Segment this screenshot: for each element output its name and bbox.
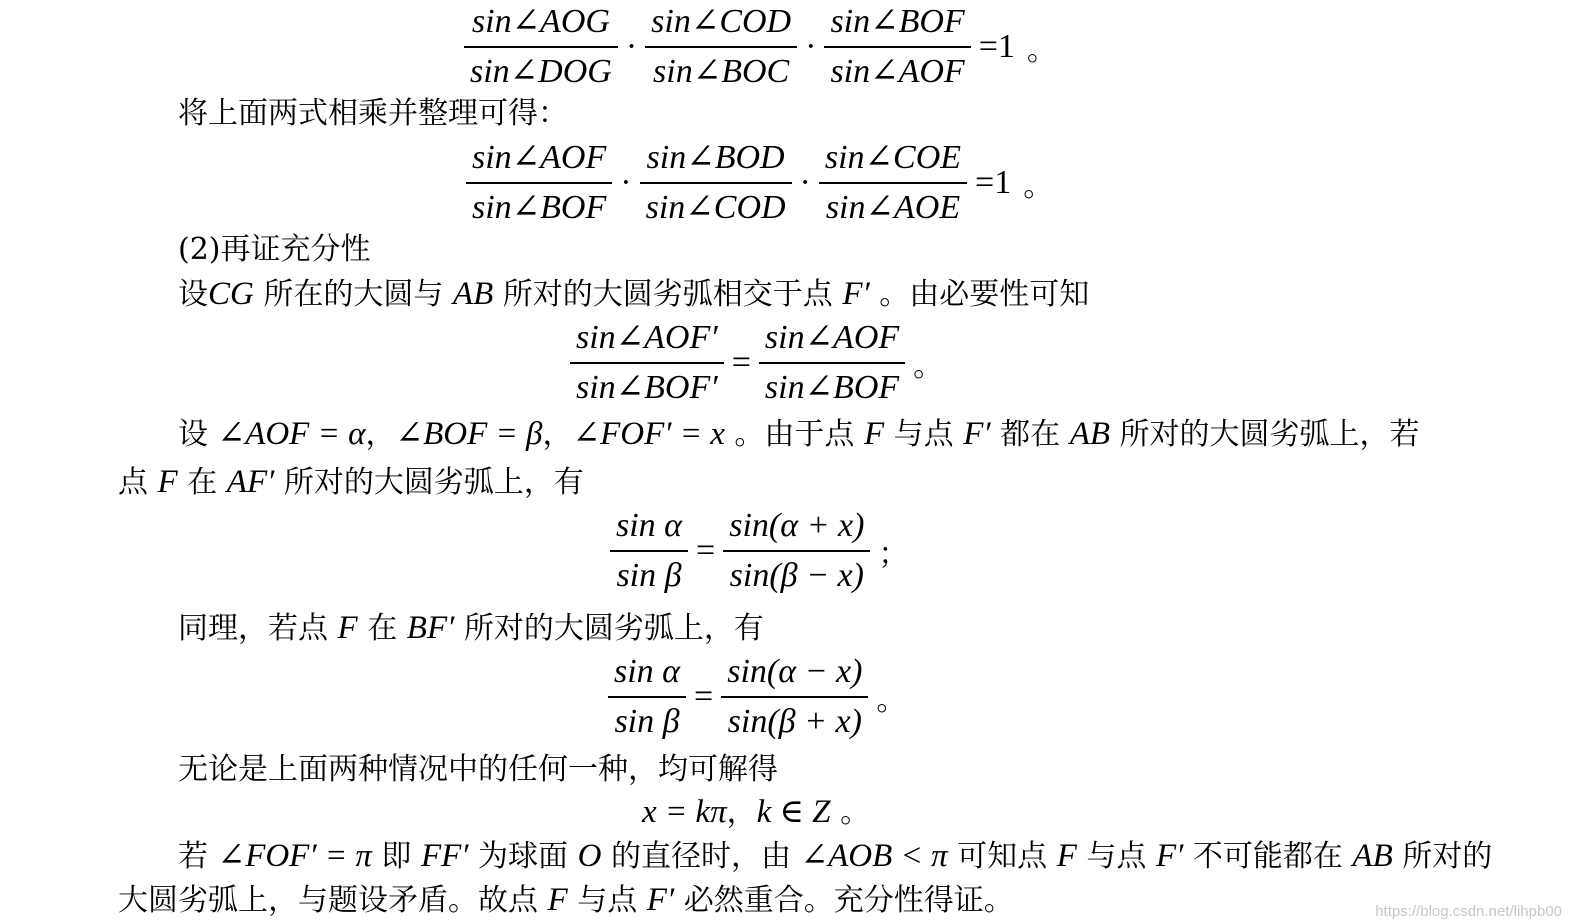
fraction: $\frac{\text{sin∠AOF}}{\text{sin∠BOF}}$ (759, 316, 905, 410)
equation-1: $\frac{\text{sin∠AOG}}{\text{sin∠DOG}}$ · $\frac{\text{sin∠COD}}{\text{sin∠BOC}}$ · $\frac{\text{sin∠BOF}}{\text{sin∠AOF}}$ =1 。 (462, 0, 1057, 94)
fraction: $\frac{\text{sin∠BOF}}{\text{sin∠AOF}}$ (824, 0, 970, 94)
text-line: 大圆劣弧上，与题设矛盾。故点 F 与点 F′ 必然重合。充分性得证。 (118, 882, 1014, 918)
text-line: 点 F 在 AF′ 所对的大圆劣弧上，有 (118, 464, 584, 500)
fraction-bar (610, 550, 688, 552)
fraction: $\frac{\text{sin∠AOG}}{\text{sin∠DOG}}$ (464, 0, 618, 94)
fraction: $\frac{\text{sin∠BOD}}{\text{sin∠COD}}$ (640, 136, 792, 230)
equation-6: x = kπ，k ∈ Z 。 (642, 794, 871, 830)
equation-3: $\frac{\text{sin∠AOF′}}{\text{sin∠BOF′}}$ = $\frac{\text{sin∠AOF}}{\text{sin∠BOF}}$ 。 (568, 316, 943, 410)
section-heading: (2)再证充分性 (178, 232, 371, 267)
fraction-bar (608, 696, 686, 698)
text-line: 若 ∠FOF′ = π 即 FF′ 为球面 O 的直径时，由 ∠AOB < π 可知点 F 与点 F′ 不可能都在 AB 所对的 (178, 838, 1493, 874)
fraction: $\frac{\text{sin∠AOF}}{\text{sin∠BOF}}$ (466, 136, 612, 230)
fraction-bar (721, 696, 868, 698)
fraction-bar (640, 182, 792, 184)
fraction: $\frac{\sin(\alpha + x)}{\sin(\beta - x)}$ (723, 504, 870, 598)
fraction-bar (464, 46, 618, 48)
watermark: https://blog.csdn.net/lihpb00 (1375, 903, 1562, 920)
fraction: $\frac{\text{sin∠COE}}{\text{sin∠AOE}}$ (819, 136, 967, 230)
fraction-bar (645, 46, 797, 48)
text-line: 设 ∠AOF = α，∠BOF = β，∠FOF′ = x 。由于点 F 与点 F′ 都在 AB 所对的大圆劣弧上，若 (178, 416, 1420, 452)
equation-2: $\frac{\text{sin∠AOF}}{\text{sin∠BOF}}$ · $\frac{\text{sin∠BOD}}{\text{sin∠COD}}$ · $\frac{\text{sin∠COE}}{\text{sin∠AOE}}$ =1 。 (464, 136, 1053, 230)
fraction-bar (570, 362, 724, 364)
fraction-bar (723, 550, 870, 552)
fraction-bar (759, 362, 905, 364)
fraction: $\frac{\text{sin α}}{\text{sin β}}$ (610, 504, 688, 598)
fraction: $\frac{\text{sin α}}{\text{sin β}}$ (608, 650, 686, 744)
fraction: $\frac{\sin(\alpha - x)}{\sin(\beta + x)}$ (721, 650, 868, 744)
text-line: 同理，若点 F 在 BF′ 所对的大圆劣弧上，有 (178, 610, 764, 646)
fraction: $\frac{\text{sin∠AOF′}}{\text{sin∠BOF′}}$ (570, 316, 724, 410)
text-line: 无论是上面两种情况中的任何一种，均可解得 (178, 752, 778, 787)
fraction-bar (466, 182, 612, 184)
text-line: 将上面两式相乘并整理可得： (178, 96, 568, 131)
text-line: 设CG 所在的大圆与 AB 所对的大圆劣弧相交于点 F′ 。由必要性可知 (178, 276, 1090, 312)
fraction-bar (819, 182, 967, 184)
fraction-bar (824, 46, 970, 48)
equation-5: $\frac{\text{sin α}}{\text{sin β}}$ = $\frac{\sin(\alpha - x)}{\sin(\beta + x)}$ 。 (606, 650, 906, 744)
fraction: $\frac{\text{sin∠COD}}{\text{sin∠BOC}}$ (645, 0, 797, 94)
equation-4: $\frac{\text{sin α}}{\text{sin β}}$ = $\frac{\sin(\alpha + x)}{\sin(\beta - x)}$ ； (608, 504, 908, 598)
